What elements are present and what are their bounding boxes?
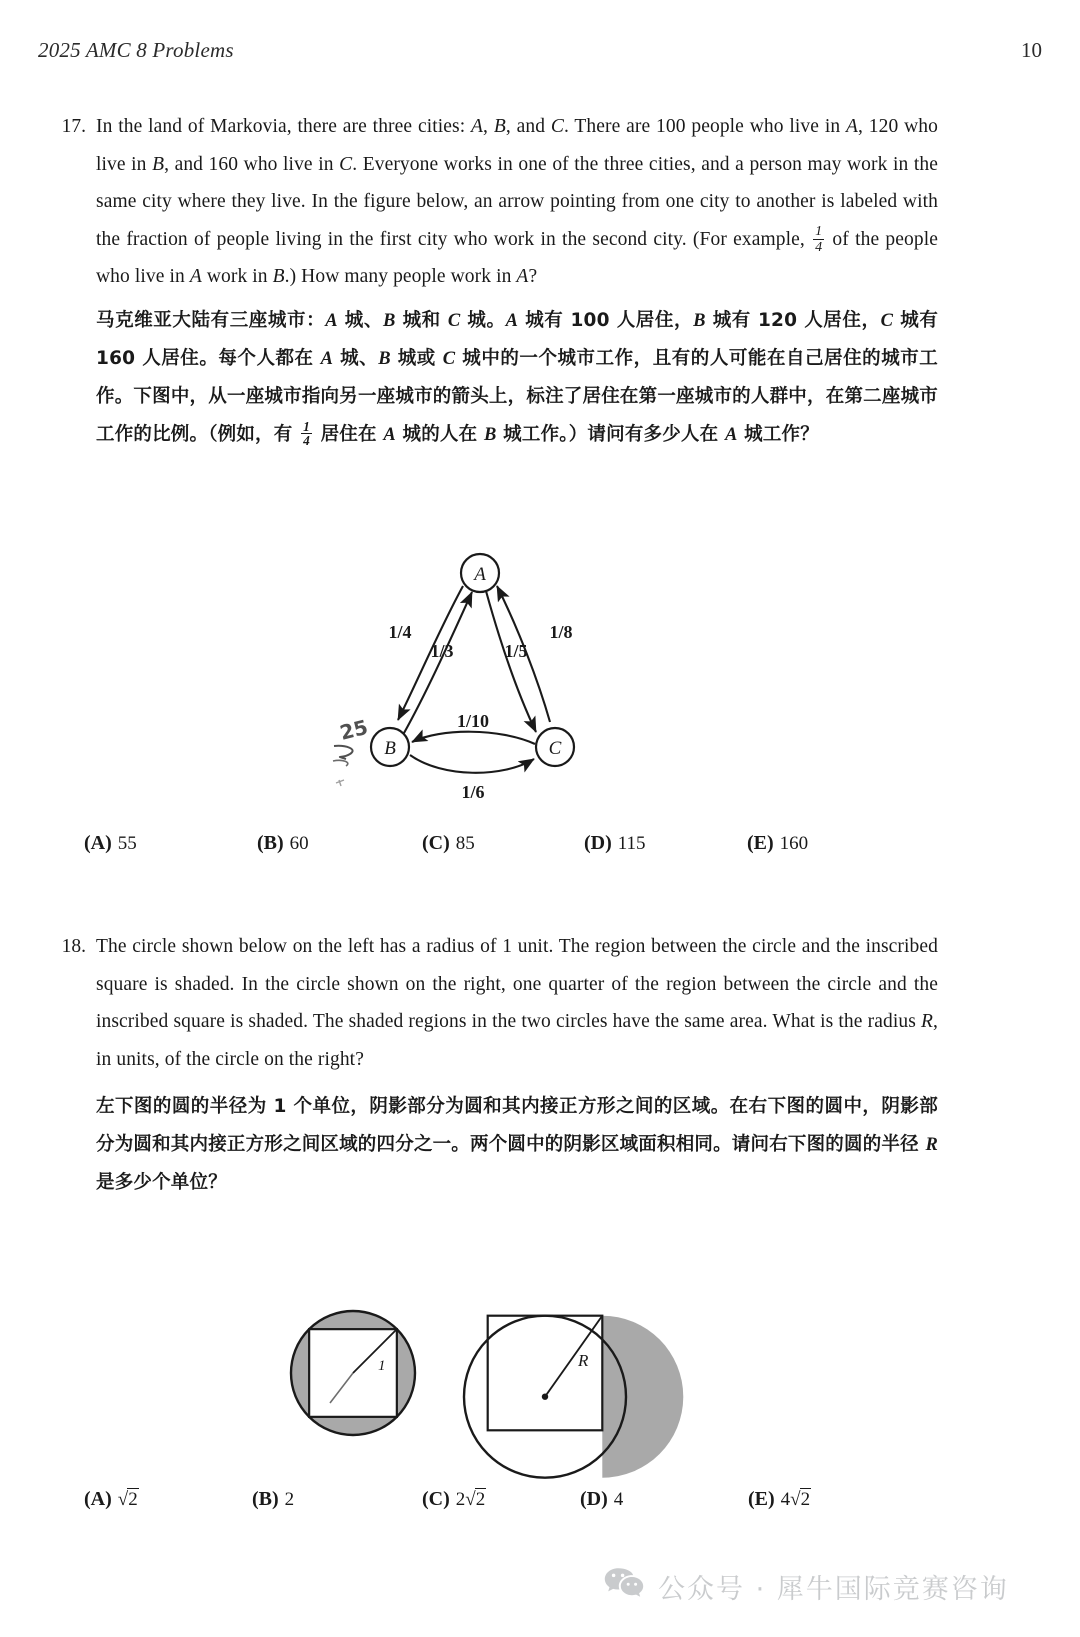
- problem-17-english-text: [96, 108, 938, 296]
- node-a-label: A: [474, 564, 486, 585]
- right-circle-figure: [464, 1316, 683, 1478]
- text-fragment: In the land of Markovia, there are three cities:: [96, 116, 472, 137]
- math-var-b: B: [383, 310, 396, 331]
- choice-value: 4: [613, 1489, 624, 1510]
- math-var-b: B: [378, 348, 391, 369]
- text-fragment: . Everyone works in one of the three cities, and a person may work in the same city where they live. In the figure below, an arrow pointing from one city to another is labeled with the fraction of people living in the first city who work in the second city. (For example,: [96, 153, 938, 250]
- math-var-r: R: [921, 1011, 934, 1032]
- math-var-a: A: [724, 424, 738, 445]
- math-var-r: R: [925, 1135, 938, 1155]
- choice-letter: (B): [257, 832, 284, 854]
- math-var-c: C: [880, 310, 894, 331]
- text-fragment: 城有 160 人居住。每个人都在: [96, 309, 939, 369]
- answer-choice-a[interactable]: [84, 1488, 252, 1511]
- choice-value: [781, 1489, 811, 1511]
- choice-letter: (E): [747, 832, 774, 854]
- edge-label-c-to-a: 1/8: [549, 622, 573, 642]
- text-fragment: 城和: [395, 309, 448, 331]
- page-header: [38, 38, 1042, 72]
- text-fragment: , in units, of the circle on the right?: [96, 1011, 938, 1070]
- right-inscribed-square: [488, 1316, 603, 1431]
- edge-a-to-c: [486, 591, 536, 732]
- text-fragment: 城或: [390, 347, 443, 369]
- edge-label-b-to-a: 1/3: [430, 641, 454, 661]
- watermark: [604, 1566, 1009, 1607]
- answer-choice-a[interactable]: [84, 832, 257, 855]
- page-number: 10: [1021, 38, 1042, 62]
- math-var-a: A: [516, 266, 529, 287]
- answer-choice-b[interactable]: [252, 1488, 422, 1511]
- text-fragment: 城中的一个城市工作，且有的人可能在自己居住的城市工作。下图中，从一座城市指向另一座城市的箭头上，标注了居住在第一座城市的人群中，在第二座城市工作的比例。（例如，有: [96, 347, 938, 445]
- math-var-a: A: [189, 266, 202, 287]
- text-fragment: ?: [528, 266, 538, 287]
- choice-letter: (C): [422, 832, 450, 854]
- edge-c-to-b: [412, 732, 535, 744]
- choice-value: [456, 1489, 486, 1511]
- answer-choice-e[interactable]: [747, 832, 808, 855]
- math-var-a: A: [505, 310, 519, 331]
- text-fragment: 城工作。）请问有多少人在: [496, 423, 725, 445]
- fraction-denominator: 4: [815, 238, 823, 255]
- problem-17-chinese-text: [96, 302, 938, 454]
- choice-value: 55: [117, 833, 137, 854]
- node-c-label: C: [548, 738, 562, 759]
- math-var-c: C: [442, 348, 456, 369]
- text-fragment: ,: [483, 116, 494, 137]
- text-fragment: 居住在: [313, 423, 384, 445]
- problem-17-answer-choices: [84, 832, 944, 855]
- left-circle-figure: [291, 1311, 415, 1435]
- edge-label-a-to-c: 1/5: [504, 641, 528, 661]
- radicand: 2: [475, 1489, 486, 1510]
- radicand: 2: [800, 1489, 811, 1510]
- edge-label-c-to-b: 1/10: [456, 711, 490, 731]
- text-fragment: 马克维亚大陆有三座城市：: [96, 309, 326, 331]
- left-radius-label: 1: [378, 1358, 386, 1374]
- problem-17-number: 17.: [61, 116, 86, 137]
- text-fragment: , and: [505, 116, 551, 137]
- watermark-text: 公众号 · 犀牛国际竞赛咨询: [658, 1574, 1009, 1605]
- answer-choice-b[interactable]: [257, 832, 422, 855]
- text-fragment: 城、: [337, 309, 383, 331]
- choice-letter: (C): [422, 1488, 450, 1510]
- math-var-a: A: [383, 424, 396, 445]
- text-fragment: 城有 100 人居住，: [518, 309, 694, 331]
- text-fragment: , and 160 who live in: [164, 153, 340, 175]
- text-fragment: .) How many people work in: [284, 266, 517, 287]
- text-fragment: 城、: [333, 347, 379, 369]
- right-center-dot: [542, 1394, 548, 1400]
- text-fragment: 城有 120 人居住，: [705, 309, 881, 331]
- radicand: 2: [128, 1489, 138, 1510]
- problem-18-chinese-text: [96, 1088, 938, 1202]
- choice-value: 160: [779, 833, 809, 854]
- answer-choice-c[interactable]: [422, 832, 584, 855]
- math-var-b: B: [152, 153, 165, 175]
- fraction-denominator: 4: [303, 433, 310, 449]
- choice-value: 85: [455, 833, 475, 854]
- circles-diagram-svg: [270, 1258, 700, 1488]
- text-fragment: 城的人在: [395, 423, 484, 445]
- problem-18-english-text: [96, 928, 938, 1078]
- choice-letter: (E): [748, 1488, 775, 1510]
- sqrt-icon: √2: [790, 1489, 811, 1510]
- math-var-b: B: [693, 310, 706, 331]
- choice-letter: (B): [252, 1488, 279, 1510]
- svg-text:25: 25: [337, 714, 371, 745]
- fraction-numerator: 1: [815, 223, 823, 240]
- problem-18: [48, 928, 938, 1202]
- text-fragment: . There are 100 people who live in: [563, 116, 846, 137]
- math-var-b: B: [493, 116, 506, 137]
- handwritten-note-25: [333, 715, 370, 786]
- choice-letter: (A): [84, 832, 112, 854]
- markov-diagram-svg: [300, 540, 640, 805]
- text-fragment: of the people who live in: [96, 228, 938, 287]
- choice-value: 115: [617, 833, 646, 854]
- choice-value: [118, 1489, 139, 1511]
- markov-cities-diagram: [300, 540, 640, 805]
- math-var-c: C: [447, 310, 461, 331]
- text-fragment: 城工作？: [737, 423, 819, 445]
- fraction-numerator: 1: [303, 418, 310, 434]
- wechat-icon: [604, 1566, 644, 1607]
- answer-choice-d[interactable]: [580, 1488, 748, 1511]
- choice-value: 2: [284, 1489, 295, 1510]
- math-var-a: A: [471, 116, 484, 137]
- math-var-a: A: [325, 310, 338, 331]
- inline-fraction-one-quarter: [301, 420, 312, 449]
- math-var-c: C: [339, 153, 353, 175]
- problem-17: [48, 108, 938, 454]
- choice-value: 60: [289, 833, 309, 854]
- right-radius-label: R: [578, 1351, 589, 1370]
- document-title: 2025 AMC 8 Problems: [38, 38, 234, 62]
- text-fragment: 左下图的圆的半径为 1 个单位，阴影部分为圆和其内接正方形之间的区域。在右下图的圆中，阴影部分为圆和其内接正方形之间区域的四分之一。两个圆中的阴影区域面积相同。请问右下图的圆的半径: [96, 1096, 938, 1155]
- node-b-label: B: [384, 738, 396, 759]
- problem-18-answer-choices: [84, 1488, 944, 1511]
- text-fragment: , 120 who live in: [96, 116, 939, 175]
- text-fragment: The circle shown below on the left has a radius of 1 unit. The region between the circle and the inscribed square is shaded. In the circle shown on the right, one quarter of the region between the circle and the inscribed square is shaded. The shaded regions in the two circles have the same area. What is the radius: [96, 936, 938, 1032]
- choice-letter: (D): [580, 1488, 608, 1510]
- sqrt-icon: √2: [117, 1489, 138, 1510]
- sqrt-icon: √2: [465, 1489, 486, 1510]
- choice-letter: (A): [84, 1488, 112, 1510]
- choice-coefficient: 4: [780, 1489, 791, 1510]
- text-fragment: 城。: [460, 309, 506, 331]
- answer-choice-c[interactable]: [422, 1488, 580, 1511]
- text-fragment: work in: [201, 266, 273, 287]
- right-shaded-segment: [602, 1316, 683, 1478]
- math-var-a: A: [846, 116, 859, 137]
- edge-label-b-to-c: 1/6: [461, 782, 485, 802]
- problem-18-number: 18.: [61, 936, 86, 957]
- inline-fraction-one-quarter: [813, 224, 824, 254]
- edge-b-to-c: [410, 755, 534, 773]
- edge-label-a-to-b: 1/4: [388, 622, 412, 642]
- choice-letter: (D): [584, 832, 612, 854]
- text-fragment: 是多少个单位？: [96, 1172, 227, 1193]
- answer-choice-d[interactable]: [584, 832, 747, 855]
- math-var-b: B: [483, 424, 497, 445]
- math-var-c: C: [550, 116, 564, 137]
- math-var-b: B: [272, 266, 285, 287]
- right-radius-line: [545, 1316, 602, 1397]
- circles-inscribed-squares-diagram: [270, 1258, 700, 1488]
- choice-coefficient: 2: [455, 1489, 466, 1510]
- math-var-a: A: [320, 348, 334, 369]
- answer-choice-e[interactable]: [748, 1488, 811, 1511]
